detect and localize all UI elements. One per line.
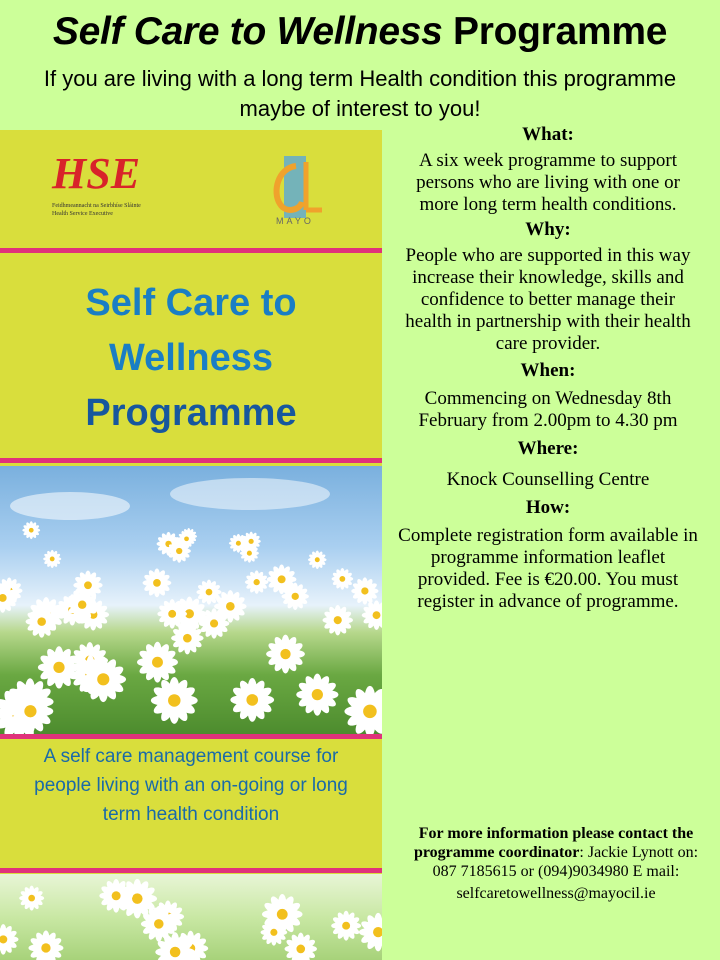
why-heading: Why:: [525, 219, 571, 240]
where-heading: Where:: [517, 438, 579, 459]
contact-lead: For more information please contact the programme coordinator: [413, 825, 694, 861]
hse-logo-caption-2: Health Service Executive: [52, 211, 113, 217]
title-rest: Programme: [453, 10, 668, 53]
daisy-flower-icon: [137, 642, 178, 683]
daisy-flower-icon: [151, 677, 198, 724]
how-text: Complete registration form available in programme information leaflet provided. Fee is €20.00. You must register in advance of programme.: [398, 525, 698, 612]
hse-logo: [52, 149, 141, 218]
daisy-flower-icon: [266, 635, 305, 674]
contact-info: [408, 824, 704, 903]
daisy-flower-icon: [28, 930, 63, 960]
when-heading: When:: [520, 360, 576, 381]
page-title: [0, 10, 720, 54]
hse-logo-mark: HSE: [52, 149, 141, 198]
daisy-flower-icon: [285, 933, 317, 960]
daisy-flower-icon: [143, 569, 172, 598]
hse-logo-caption-1: Feidhmeannacht na Seirbhíse Sláinte: [52, 203, 141, 209]
why-text: People who are supported in this way increase their knowledge, skills and confidence to better manage their health in partnership with their health care provider.: [405, 245, 691, 354]
hse-logo-letters: [52, 149, 141, 198]
poster-title-line-1: Self Care to: [85, 282, 297, 324]
poster-title-line-3: Programme: [85, 392, 297, 434]
what-text: A six week programme to support persons who are living with one or more long term health conditions.: [416, 150, 680, 215]
poster-divider: [0, 868, 382, 873]
daisy-flower-icon: [332, 568, 354, 590]
poster-title: [0, 276, 382, 441]
daisy-flower-icon: [331, 911, 361, 941]
daisy-flower-icon: [0, 924, 18, 954]
how-heading: How:: [525, 497, 571, 518]
daisy-flower-icon: [245, 570, 268, 593]
daisy-flower-icon: [359, 913, 382, 951]
poster-image: [0, 130, 382, 960]
daisy-flower-icon: [362, 600, 382, 630]
daisy-flower-icon: [323, 605, 353, 635]
poster-divider: [0, 248, 382, 253]
poster-divider: [0, 458, 382, 463]
contact-details: : Jackie Lynott on: 087 7185615 or (094)9034980 E mail:: [432, 844, 699, 880]
when-text: Commencing on Wednesday 8th February from 2.00pm to 4.30 pm: [418, 388, 678, 431]
title-italic: Self Care to Wellness: [52, 10, 443, 53]
daisy-flower-icon: [344, 686, 382, 734]
daisy-flower-icon: [22, 521, 40, 539]
daisy-flower-icon: [308, 550, 327, 569]
daisy-meadow-photo: [0, 466, 382, 734]
poster-description: A self care management course for people living with an on-going or long term health condition: [34, 746, 348, 825]
programme-details: [398, 124, 698, 613]
daisy-flower-icon: [296, 674, 338, 716]
contact-email[interactable]: selfcaretowellness@mayocil.ie: [456, 885, 656, 902]
poster-divider: [0, 734, 382, 739]
daisy-meadow-photo-bottom: [0, 874, 382, 960]
daisy-flower-icon: [43, 550, 61, 568]
what-heading: What:: [522, 124, 574, 145]
page-subtitle: If you are living with a long term Health condition this programme maybe of interest to you!: [43, 66, 677, 121]
daisy-flower-icon: [230, 678, 274, 722]
where-text: Knock Counselling Centre: [446, 469, 650, 490]
daisy-flower-icon: [19, 886, 44, 911]
daisy-flower-icon: [351, 577, 378, 604]
mayo-label: MAYO: [276, 216, 314, 226]
poster-title-line-2: Wellness: [108, 337, 274, 379]
